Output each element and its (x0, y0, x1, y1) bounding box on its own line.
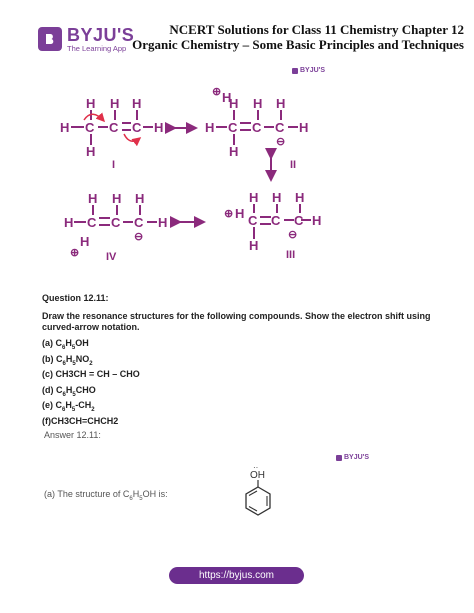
svg-text:H: H (295, 190, 305, 205)
svg-text:C: C (228, 120, 238, 135)
svg-text:⊖: ⊖ (288, 229, 298, 241)
svg-text:C: C (271, 213, 281, 228)
svg-text:H: H (110, 96, 120, 111)
svg-text:C: C (275, 120, 285, 135)
list-item: (d) $C_6H_5CHO$ (42, 384, 96, 398)
list-item: (a) $C_6H_5OH$ (42, 338, 89, 351)
svg-text:⊖: ⊖ (134, 231, 144, 243)
question-title: Question 12.11: (42, 293, 109, 303)
list-item: (c) CH3CH = CH – CHO (42, 369, 140, 379)
question-text: Draw the resonance structures for the following compounds. Show the electron shift using curved-arrow notation. (42, 311, 431, 332)
svg-text:H: H (64, 215, 74, 230)
svg-text:C: C (294, 213, 304, 228)
svg-text:C: C (109, 120, 119, 135)
phenol-structure (235, 462, 285, 524)
svg-text:H: H (154, 120, 164, 135)
watermark-text: BYJU'S (344, 454, 370, 461)
svg-text:H: H (60, 120, 70, 135)
list-item: (e) $C_6H_5-CH_2$ (42, 400, 95, 413)
page-title-line-1: NCERT Solutions for Class 11 Chemistry Chapter 12 (169, 22, 464, 37)
structure-label-4: IV (106, 251, 117, 263)
svg-text:C: C (111, 215, 121, 230)
svg-text:H: H (135, 191, 145, 206)
question-block (42, 293, 442, 431)
svg-text:H: H (276, 96, 286, 111)
svg-text:C: C (248, 213, 258, 228)
svg-text:H: H (235, 206, 245, 221)
svg-text:C: C (252, 120, 262, 135)
watermark-text: BYJU'S (300, 67, 326, 74)
brand-tagline: The Learning App (67, 44, 127, 53)
svg-text:H: H (299, 120, 309, 135)
svg-text:⊕: ⊕ (70, 247, 80, 259)
svg-text:H: H (249, 238, 259, 253)
list-item: (b) $C_6H_5NO_2$ (42, 353, 93, 367)
footer-link[interactable]: https://byjus.com (169, 567, 304, 584)
svg-text:C: C (85, 120, 95, 135)
carbanion-minus-charge: ⊖ (276, 136, 286, 148)
svg-text:H: H (86, 96, 96, 111)
proton-plus-charge: ⊕ (212, 86, 222, 98)
svg-text:H: H (253, 96, 263, 111)
watermark-logo-icon (336, 455, 342, 461)
svg-text:H: H (80, 234, 90, 249)
svg-text:C: C (134, 215, 144, 230)
svg-text:⊕: ⊕ (224, 208, 234, 220)
svg-text:C: C (87, 215, 97, 230)
svg-text:H: H (249, 190, 259, 205)
svg-text:H: H (88, 191, 98, 206)
svg-text:H: H (86, 144, 96, 159)
structure-2-atoms (205, 86, 308, 159)
svg-text:H: H (229, 96, 239, 111)
svg-text:H: H (312, 213, 322, 228)
watermark-bottom (336, 454, 369, 461)
resonance-scheme (0, 0, 474, 290)
svg-text:H: H (272, 190, 282, 205)
brand-name: BYJU'S (67, 25, 135, 45)
svg-text:H: H (132, 96, 142, 111)
answer-title: Answer 12.11: (44, 430, 101, 440)
svg-text:H: H (112, 191, 122, 206)
phenol-oh-label: OH (250, 470, 265, 481)
page-title-line-2: Organic Chemistry – Some Basic Principles and Techniques (132, 37, 464, 52)
structure-4-atoms (64, 191, 167, 259)
svg-text:H: H (158, 215, 168, 230)
svg-text:H: H (229, 144, 239, 159)
structure-label-2: II (290, 159, 297, 171)
answer-part-a: (a) The structure of $C_6H_5OH$ is: (44, 489, 168, 502)
svg-text:H: H (222, 90, 232, 105)
svg-text:H: H (205, 120, 215, 135)
lone-pair-dots: ·· (253, 463, 259, 472)
structure-3-atoms (224, 190, 321, 253)
svg-text:C: C (132, 120, 142, 135)
structure-label-3: III (286, 249, 296, 261)
structure-label-1: I (112, 159, 116, 171)
list-item: (f)CH3CH=CHCH2 (42, 415, 119, 426)
